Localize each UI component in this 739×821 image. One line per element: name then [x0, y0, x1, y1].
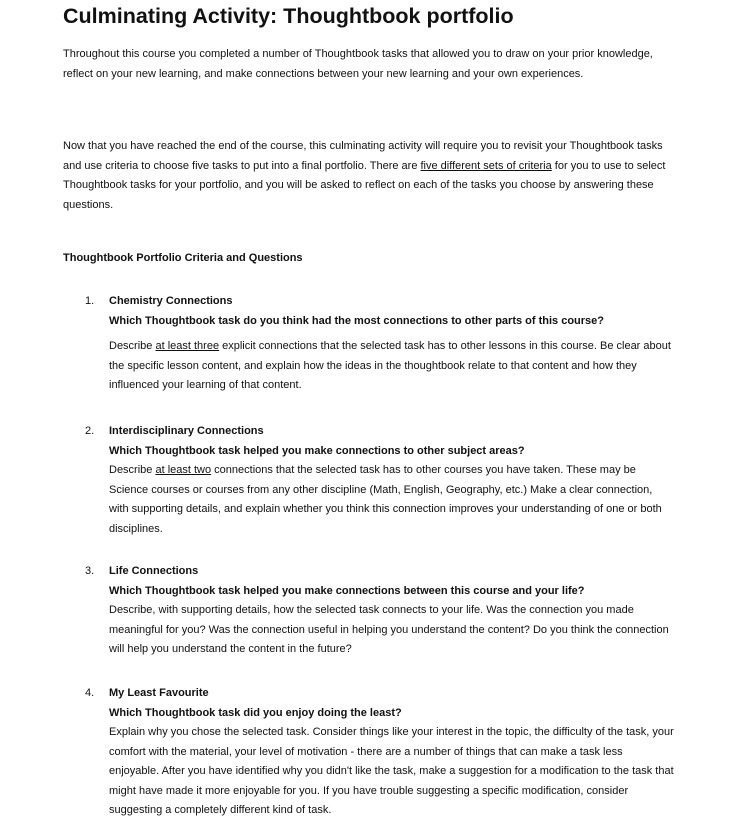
item-title: Chemistry Connections: [109, 295, 233, 307]
item-question: Which Thoughtbook task helped you make connections to other subject areas?: [109, 444, 525, 457]
item-number: 4.: [85, 687, 95, 699]
item-description: Explain why you chose the selected task. Consider things like your interest in the topic, the difficulty of the task, your comfort with the material, your level of motivation - there are a number of things that can make a task less enjoyable. After you have identified why you didn't like the task, make a suggestion for a modification to the task that might have made it more enjoyable for you. If you have trouble suggesting a specific modification, consider suggesting a completely different kind of task.: [109, 726, 674, 816]
item-description-before: Describe: [109, 464, 156, 476]
item-description-emphasis: at least two: [155, 464, 212, 476]
page-title: Culminating Activity: Thoughtbook portfolio: [63, 4, 514, 28]
item-description-before: Describe: [109, 340, 156, 352]
intro-paragraph-2-text-after: for you to use to select Thoughtbook tasks for your portfolio, and you will be asked to reflect on each of the tasks you choose by answering these questions.: [63, 159, 666, 211]
item-description: Describe, with supporting details, how the selected task connects to your life. Was the connection you made meaningful for you? Was the connection useful in helping you understand the content? Do you think the connection will help you understand the content in the future?: [109, 604, 669, 655]
item-description-emphasis: at least three: [155, 340, 220, 352]
item-question: Which Thoughtbook task helped you make connections between this course and your life?: [109, 584, 585, 597]
item-description-after: connections that the selected task has to other courses you have taken. These may be Science courses or courses from any other discipline (Math, English, Geography, etc.) Make a clear connection, with supporting details, and explain whether you think this connection improves your understanding of one or both disciplines.: [109, 464, 662, 535]
item-number: 1.: [85, 295, 95, 307]
intro-paragraph-2: [63, 137, 683, 215]
item-title: My Least Favourite: [109, 687, 209, 699]
item-description-after: explicit connections that the selected task has to other lessons in this course. Be clear about the specific lesson content, and explain how the ideas in the thoughtbook relate to that content and how they influenced your learning of that content.: [109, 340, 671, 391]
criteria-link[interactable]: five different sets of criteria: [420, 159, 552, 172]
item-title: Life Connections: [109, 565, 199, 577]
item-number: 2.: [85, 425, 95, 437]
item-number: 3.: [85, 565, 95, 577]
item-title: Interdisciplinary Connections: [109, 425, 264, 437]
criteria-heading: Thoughtbook Portfolio Criteria and Questions: [63, 252, 303, 264]
item-description: [109, 461, 674, 539]
item-question: Which Thoughtbook task do you think had the most connections to other parts of this course?: [109, 314, 605, 327]
item-description: [109, 337, 674, 396]
item-question: Which Thoughtbook task did you enjoy doing the least?: [109, 706, 402, 719]
intro-paragraph-2-text-before: Now that you have reached the end of the course, this culminating activity will require you to revisit your Thoughtbook tasks and use criteria to choose five tasks to put into a final portfolio. There are: [63, 140, 663, 172]
intro-paragraph-1: Throughout this course you completed a number of Thoughtbook tasks that allowed you to draw on your prior knowledge, reflect on your new learning, and make connections between your new learning and your own experiences.: [63, 48, 653, 80]
